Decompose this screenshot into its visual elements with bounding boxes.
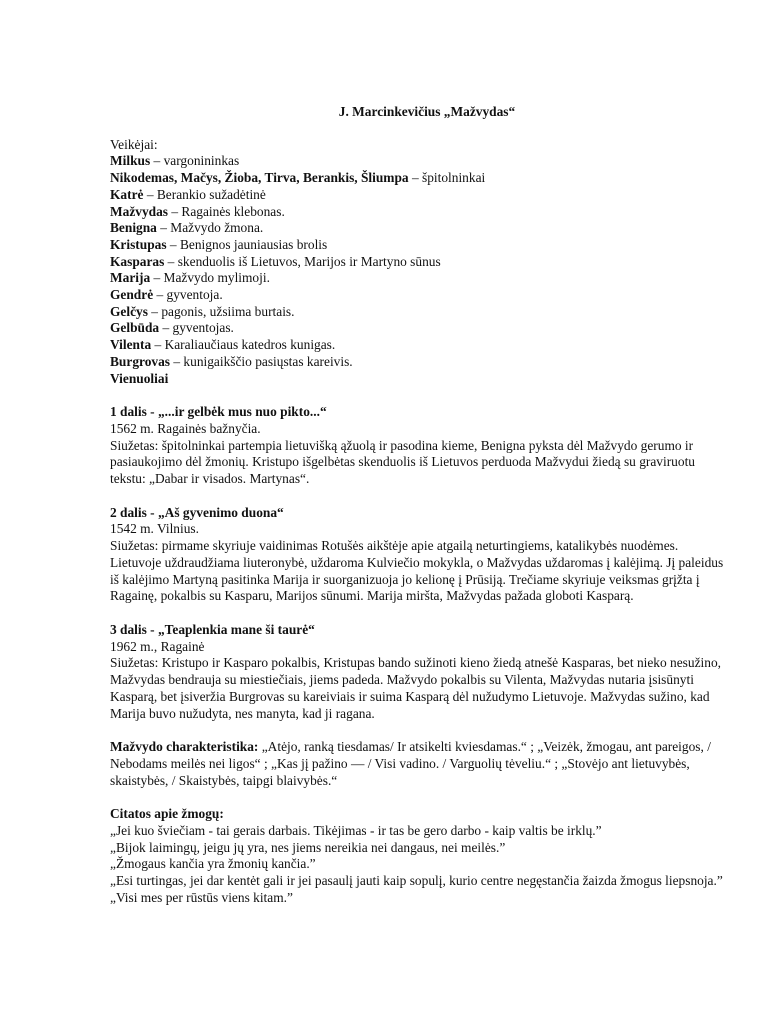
character-name: Mažvydas [110,203,169,219]
character-desc: – skenduolis iš Lietuvos, Marijos ir Martyno sūnus [164,253,441,269]
quote-item: „Jei kuo šviečiam - tai gerais darbais. Tikėjimas - ir tas be gero darbo - kaip valtis be irklų.” [110,823,602,839]
quote-item: „Bijok laimingų, jeigu jų yra, nes jiems nereikia nei dangaus, nei meilės.” [110,839,506,855]
character-item [110,170,730,187]
character-name: Katrė [110,186,144,202]
character-desc: – gyventojas. [159,320,234,336]
part-plot: Siužetas: pirmame skyriuje vaidinimas Rotušės aikštėje apie atgailą neturtingiems, katalikybės nuodėmes. Lietuvoje uždraudžiama liuteronybė, uždaroma Kulviečio mokykla, o Mažvydas uždaromas į kalėjimą. Jį paleidus iš kalėjimo Martyną pasitinka Marija ir suorganizuoja jo kelionę į Prūsiją. Trečiame skyriuje veiksmas grįžta į Ragainę, pokalbis su Kasparu, Marijos sūnumi. Marija miršta, Mažvydas pažada globoti Kasparą. [110,538,724,604]
character-name: Benigna [110,220,157,236]
character-item [110,354,730,371]
character-name: Marija [110,270,151,286]
part-section [110,622,730,722]
character-desc: – Mažvydo mylimoji. [150,270,270,286]
character-desc: – Ragainės klebonas. [168,203,285,219]
character-desc: – Karaliaučiaus katedros kunigas. [151,337,336,353]
characters-heading: Veikėjai: [110,136,158,152]
character-name: Gelčys [110,303,148,319]
character-item [110,220,730,237]
character-name: Kristupas [110,236,167,252]
part-setting: 1562 m. Ragainės bažnyčia. [110,420,261,436]
character-name: Burgrovas [110,353,171,369]
character-item [110,153,730,170]
character-item [110,371,730,388]
character-item [110,187,730,204]
part-section [110,404,730,488]
character-desc: – pagonis, užsiima burtais. [147,303,295,319]
quotes-label: Citatos apie žmogų: [110,806,224,822]
character-desc: – špitolninkai [408,170,486,186]
part-heading: 2 dalis - „Aš gyvenimo duona“ [110,504,284,520]
character-name: Kasparas [110,253,165,269]
character-item [110,337,730,354]
character-desc: – Benignos jauniausias brolis [166,236,328,252]
character-name: Vilenta [110,337,152,353]
character-name: Milkus [110,153,151,169]
quote-item: „Esi turtingas, jei dar kentėt gali ir jei pasaulį jauti kaip sopulį, kurio centre negęstančia žaizda žmogus liepsnoja.” [110,873,723,889]
part-section [110,505,730,605]
characteristic-section [110,739,730,789]
character-name: Vienuoliai [110,370,169,386]
quote-item: „Visi mes per rūstūs viens kitam.” [110,889,293,905]
part-plot: Siužetas: Kristupo ir Kasparo pokalbis, Kristupas bando sužinoti kieno žiedą atnešė Kasparas, bet nieko nesužino, Mažvydas bendrauja su miestiečiais, jiems padeda. Mažvydo pokalbis su Vilenta, Mažvydas nutaria įsisūnyti Kasparą, bet įsiveržia Burgrovas su kareiviais ir suima Kasparą dėl nužudymo Lietuvoje. Mažvydas sužino, kad Marija buvo nužudyta, nes manyta, kad ji ragana. [110,655,721,721]
quotes-section [110,806,730,906]
character-item [110,270,730,287]
document-body [110,104,730,907]
part-setting: 1962 m., Ragainė [110,638,205,654]
character-item [110,320,730,337]
character-item [110,237,730,254]
character-desc: – gyventoja. [153,287,223,303]
character-item [110,204,730,221]
characteristic-label: Mažvydo charakteristika: [110,739,259,755]
document-title: J. Marcinkevičius „Mažvydas“ [338,104,516,119]
characteristic-text: „Atėjo, ranką tiesdamas/ Ir atsikelti kviesdamas.“ ; „Veizėk, žmogau, ant pareigos, / Nebodams meilės nei ligos“ ; „Kas jį pažino — / Visi vadino. / Varguolių tėveliu.“ ; „Stovėjo ant lietuvybės, skaistybės, / Skaistybės, taipgi blaivybės.“ [110,739,711,788]
character-name: Nikodemas, Mačys, Žioba, Tirva, Berankis, Šliumpa [110,170,409,186]
quote-item: „Žmogaus kančia yra žmonių kančia.” [110,856,316,872]
part-heading: 3 dalis - „Teaplenkia mane ši taurė“ [110,621,315,637]
character-name: Gendrė [110,287,154,303]
character-item [110,254,730,271]
character-desc: – Berankio sužadėtinė [143,186,266,202]
part-heading: 1 dalis - „...ir gelbėk mus nuo pikto...“ [110,404,327,420]
character-item [110,287,730,304]
character-item [110,304,730,321]
characters-list [110,153,730,387]
character-name: Gelbūda [110,320,160,336]
character-desc: – vargonininkas [150,153,240,169]
part-setting: 1542 m. Vilnius. [110,521,199,537]
character-desc: – kunigaikščio pasiųstas kareivis. [170,353,353,369]
character-desc: – Mažvydo žmona. [156,220,264,236]
part-plot: Siužetas: špitolninkai partempia lietuvišką ąžuolą ir pasodina kieme, Benigna pyksta dėl Mažvydo gerumo ir pasiaukojimo dėl žmonių. Kristupo išgelbėtas skenduolis iš Lietuvos perduoda Mažvydui žiedą su graviruotu tekstu: „Dabar ir visados. Martynas“. [110,437,695,487]
